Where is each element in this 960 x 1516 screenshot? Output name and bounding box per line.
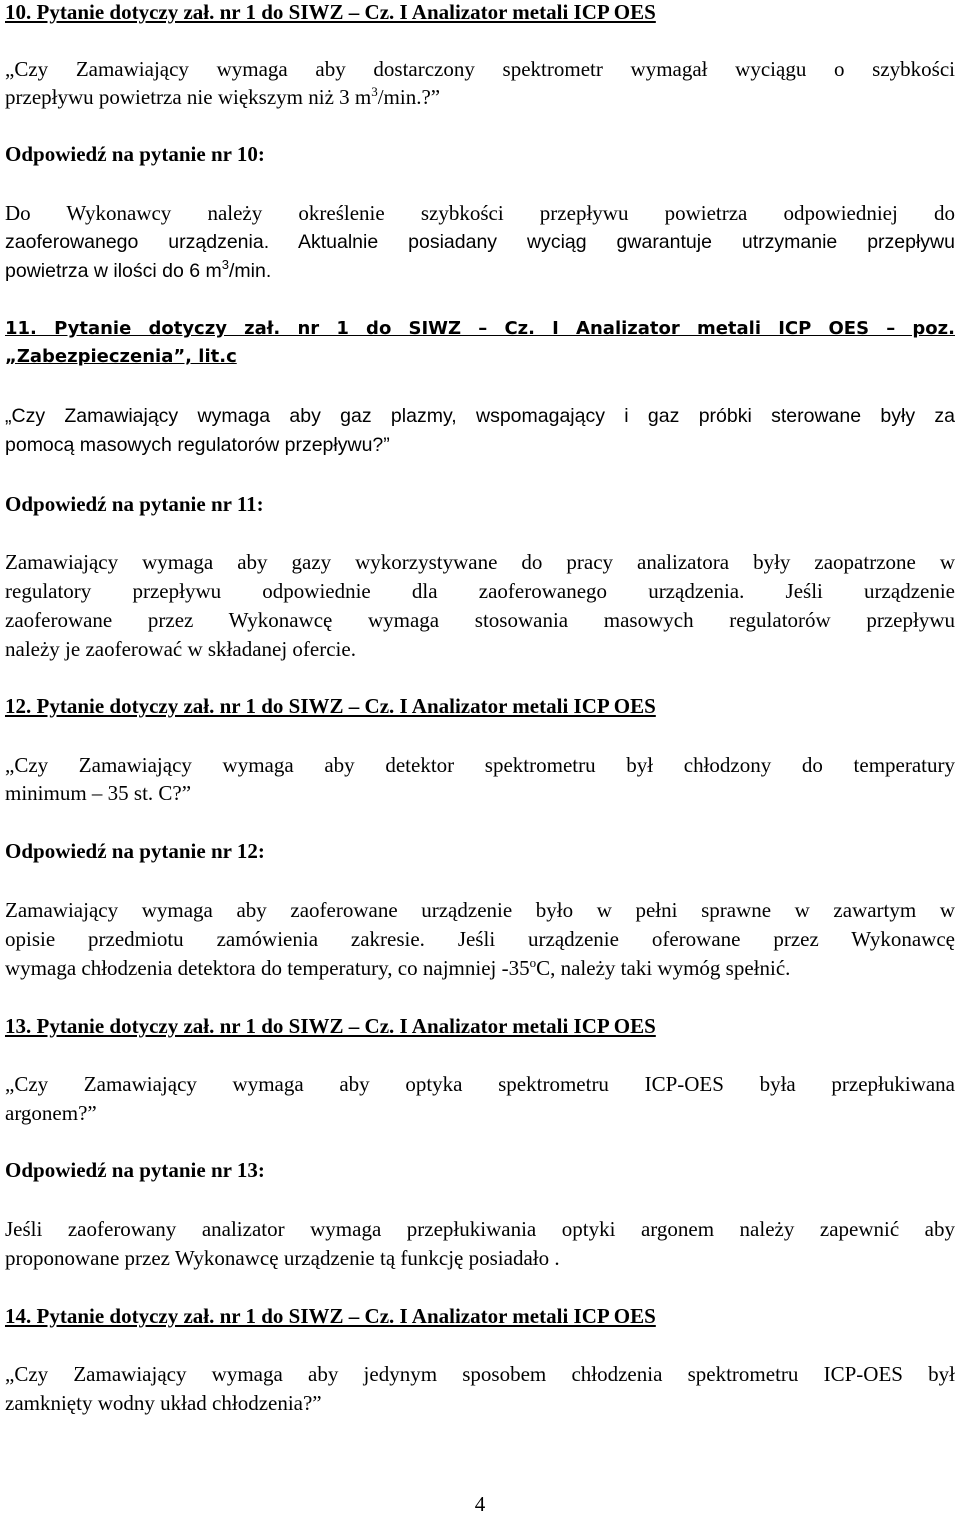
- answer-13-line-2: proponowane przez Wykonawcę urządzenie tą funkcję posiadało .: [5, 1246, 560, 1270]
- answer-10-line-3-end: /min.: [228, 260, 272, 282]
- question-14-text-line-2: zamknięty wodny układ chłodzenia?”: [5, 1391, 322, 1415]
- answer-11-line-3: zaoferowane przez Wykonawcę wymaga stosowania masowych regulatorów przepływu: [5, 608, 955, 632]
- question-12-text-line-2: minimum – 35 st. C?”: [5, 781, 192, 805]
- question-10-text-line-1: „Czy Zamawiający wymaga aby dostarczony spektrometr wymagał wyciągu o szybkości: [5, 57, 955, 81]
- answer-10-heading: Odpowiedź na pytanie nr 10:: [5, 142, 265, 166]
- question-13-text-line-2: argonem?”: [5, 1101, 97, 1125]
- question-13-heading: 13. Pytanie dotyczy zał. nr 1 do SIWZ – Cz. I Analizator metali ICP OES: [5, 1014, 656, 1038]
- question-12-text-line-1: „Czy Zamawiający wymaga aby detektor spektrometru był chłodzony do temperatury: [5, 753, 955, 777]
- answer-10-line-2: zaoferowanego urządzenia. Aktualnie posiadany wyciąg gwarantuje utrzymanie przepływu: [5, 231, 955, 253]
- question-13-text-line-1: „Czy Zamawiający wymaga aby optyka spektrometru ICP-OES była przepłukiwana: [5, 1072, 955, 1096]
- answer-11-heading: Odpowiedź na pytanie nr 11:: [5, 492, 264, 516]
- question-10-text-line-2: [5, 83, 440, 111]
- superscript-3: 3: [221, 257, 229, 272]
- question-11-heading-line-2: „Zabezpieczenia”, lit.c: [5, 346, 237, 367]
- answer-13-heading: Odpowiedź na pytanie nr 13:: [5, 1158, 265, 1182]
- answer-11-line-1: Zamawiający wymaga aby gazy wykorzystywane do pracy analizatora były zaopatrzone w: [5, 550, 955, 574]
- answer-12-line-3-main: wymaga chłodzenia detektora do temperatury, co najmniej -35: [5, 956, 530, 980]
- answer-12-line-2: opisie przedmiotu zamówienia zakresie. Jeśli urządzenie oferowane przez Wykonawcę: [5, 927, 955, 951]
- question-12-heading: 12. Pytanie dotyczy zał. nr 1 do SIWZ – Cz. I Analizator metali ICP OES: [5, 694, 656, 718]
- question-10-text-line-2-main: przepływu powietrza nie większym niż 3 m: [5, 85, 372, 109]
- answer-10-line-1: Do Wykonawcy należy określenie szybkości przepływu powietrza odpowiedniej do: [5, 201, 955, 225]
- answer-13-line-1: Jeśli zaoferowany analizator wymaga przepłukiwania optyki argonem należy zapewnić aby: [5, 1217, 955, 1241]
- question-11-heading-line-1: 11. Pytanie dotyczy zał. nr 1 do SIWZ – Cz. I Analizator metali ICP OES – poz.: [5, 318, 955, 339]
- question-10-heading: 10. Pytanie dotyczy zał. nr 1 do SIWZ – Cz. I Analizator metali ICP OES: [5, 0, 656, 24]
- answer-12-heading: Odpowiedź na pytanie nr 12:: [5, 839, 265, 863]
- superscript-o: o: [529, 955, 537, 970]
- answer-12-line-3-end: C, należy taki wymóg spełnić.: [536, 956, 791, 980]
- answer-10-line-3: [5, 257, 271, 285]
- answer-11-line-4: należy je zaoferować w składanej ofercie.: [5, 637, 356, 661]
- question-11-text-line-2: pomocą masowych regulatorów przepływu?”: [5, 434, 390, 456]
- question-14-text-line-1: „Czy Zamawiający wymaga aby jedynym sposobem chłodzenia spektrometru ICP-OES był: [5, 1362, 955, 1386]
- answer-12-line-1: Zamawiający wymaga aby zaoferowane urządzenie było w pełni sprawne w zawartym w: [5, 898, 955, 922]
- superscript-3: 3: [371, 84, 378, 99]
- question-11-text-line-1: „Czy Zamawiający wymaga aby gaz plazmy, wspomagający i gaz próbki sterowane były za: [5, 405, 955, 427]
- question-14-heading: 14. Pytanie dotyczy zał. nr 1 do SIWZ – Cz. I Analizator metali ICP OES: [5, 1304, 656, 1328]
- answer-12-line-3: [5, 954, 790, 982]
- question-10-text-line-2-end: /min.?”: [377, 85, 441, 109]
- page-number: 4: [474, 1492, 486, 1516]
- answer-11-line-2: regulatory przepływu odpowiednie dla zaoferowanego urządzenia. Jeśli urządzenie: [5, 579, 955, 603]
- answer-10-line-3-main: powietrza w ilości do 6 m: [5, 260, 222, 282]
